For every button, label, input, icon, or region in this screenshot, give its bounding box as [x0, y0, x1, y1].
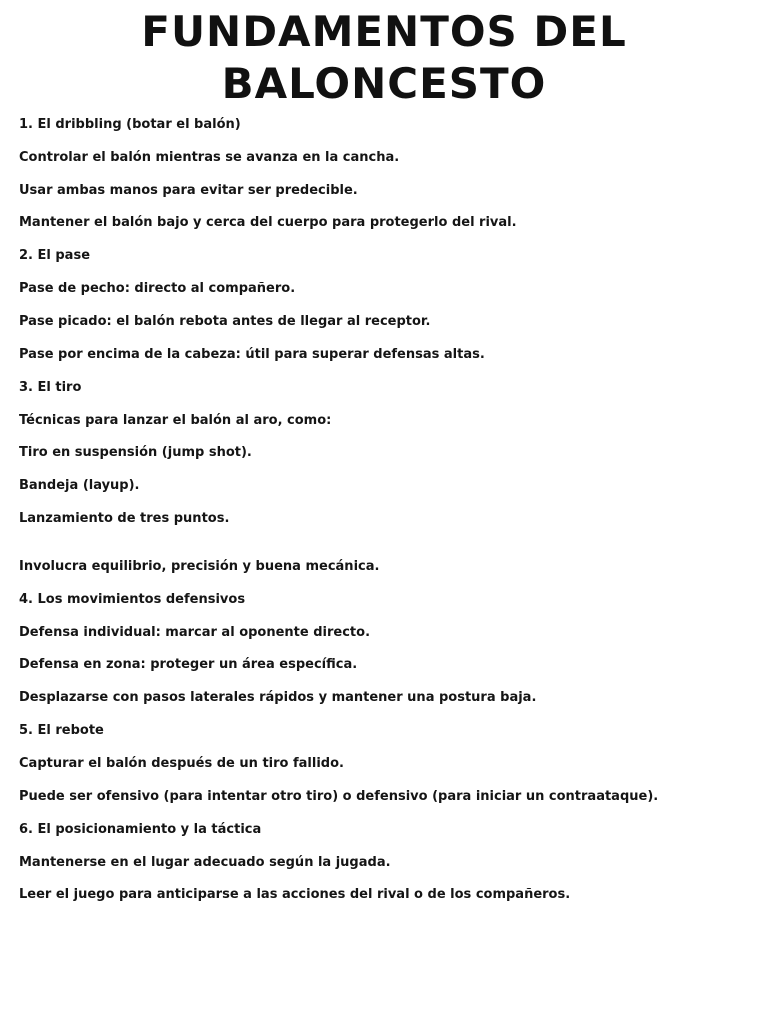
section-line: Puede ser ofensivo (para intentar otro tiro) o defensivo (para iniciar un contraataque). [19, 788, 659, 804]
section-line: Defensa en zona: proteger un área específica. [19, 657, 358, 673]
section-line: Defensa individual: marcar al oponente directo. [19, 624, 371, 640]
section-rebote [19, 722, 759, 806]
section-heading: 5. El rebote [19, 723, 104, 739]
paragraph-gap [19, 543, 759, 558]
section-heading: 4. Los movimientos defensivos [19, 591, 246, 607]
section-heading: 6. El posicionamiento y la táctica [19, 821, 262, 837]
section-line: Leer el juego para anticiparse a las acciones del rival o de los compañeros. [19, 887, 571, 903]
page-title [0, 6, 768, 110]
section-line: Pase picado: el balón rebota antes de llegar al receptor. [19, 313, 431, 329]
document-body [19, 116, 759, 919]
title-line-2: BALONCESTO [221, 59, 547, 108]
section-line: Bandeja (layup). [19, 478, 140, 494]
section-line: Tiro en suspensión (jump shot). [19, 445, 252, 461]
section-tiro [19, 379, 759, 576]
section-posicionamiento [19, 821, 759, 905]
section-line: Mantener el balón bajo y cerca del cuerpo para protegerlo del rival. [19, 215, 517, 231]
section-heading: 1. El dribbling (botar el balón) [19, 117, 241, 132]
section-note: Involucra equilibrio, precisión y buena mecánica. [19, 558, 380, 574]
section-line: Capturar el balón después de un tiro fallido. [19, 755, 344, 771]
section-line: Desplazarse con pasos laterales rápidos y mantener una postura baja. [19, 690, 537, 706]
section-pase [19, 247, 759, 363]
section-line: Técnicas para lanzar el balón al aro, como: [19, 412, 332, 428]
section-line: Controlar el balón mientras se avanza en la cancha. [19, 149, 400, 165]
section-line: Lanzamiento de tres puntos. [19, 510, 230, 526]
title-line-1: FUNDAMENTOS DEL [141, 7, 627, 56]
section-line: Pase por encima de la cabeza: útil para superar defensas altas. [19, 346, 485, 362]
section-heading: 3. El tiro [19, 379, 82, 395]
section-defensa [19, 591, 759, 707]
section-heading: 2. El pase [19, 248, 91, 264]
section-dribbling [19, 116, 759, 232]
section-line: Mantenerse en el lugar adecuado según la jugada. [19, 854, 391, 870]
section-line: Pase de pecho: directo al compañero. [19, 281, 296, 297]
section-line: Usar ambas manos para evitar ser predecible. [19, 182, 358, 198]
